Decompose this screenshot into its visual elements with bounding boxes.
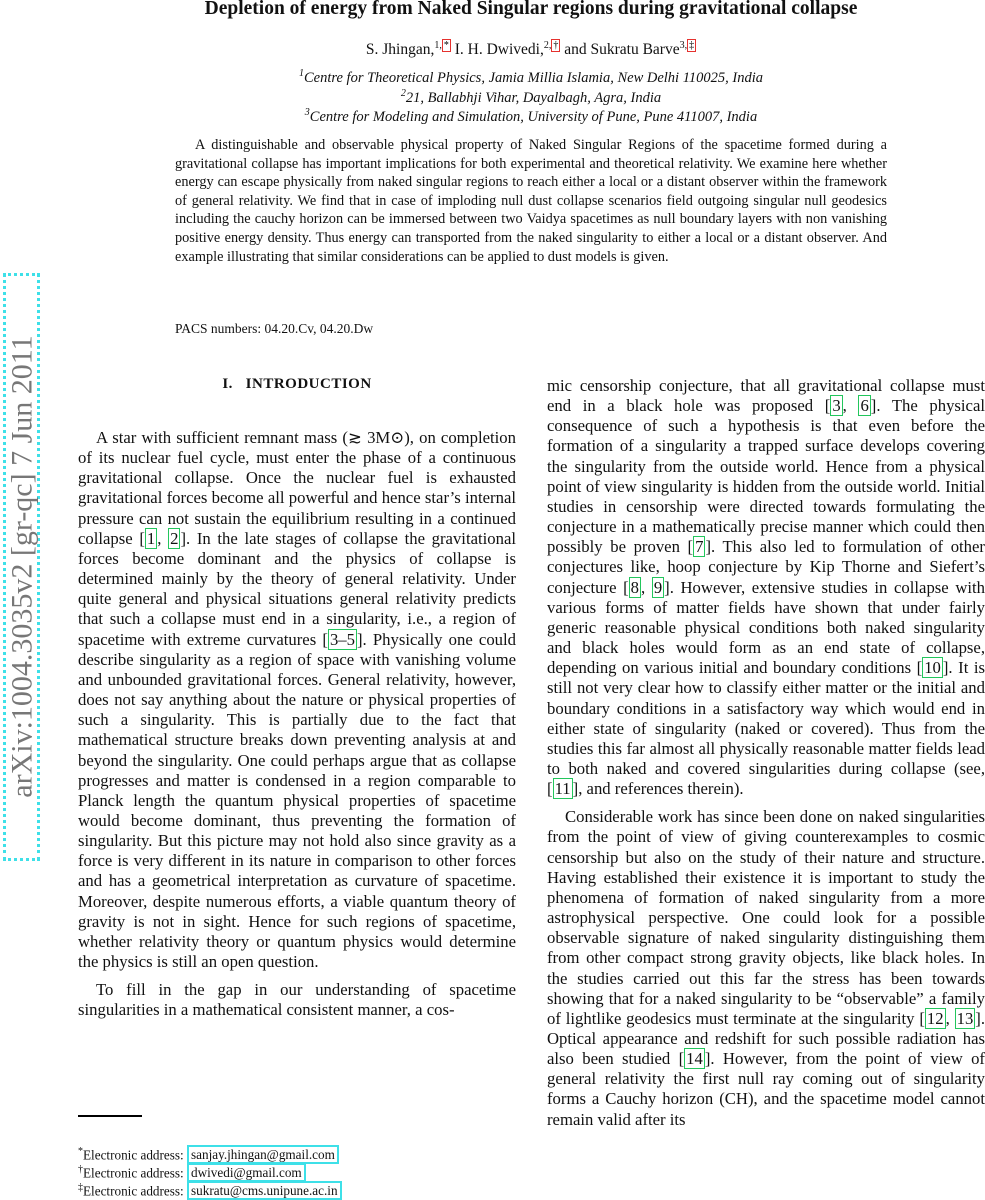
text-run: ,: [842, 396, 859, 416]
email-link-1[interactable]: sanjay.jhingan@gmail.com: [187, 1145, 339, 1164]
text-run: ]. However, extensive studies in collapse with various forms of matter fields have shown that under fairly generic reasonable physical conditions both naked singularity and black holes would form as an end state of collapse, depending on various initial and boundary conditions [: [547, 577, 985, 678]
author-1-footnote-link[interactable]: *: [443, 40, 449, 51]
author-list: S. Jhingan,$^{1,}$ * I. H. Dwivedi,$^{2,}$ † and Sukratu Barve$^{3,}$ ‡: [365, 40, 695, 59]
footnote-2: †Electronic address: dwivedi@gmail.com: [78, 1164, 306, 1181]
text-run: A star with sufficient remnant mass (≳ 3M⊙), on completion of its nuclear fuel cycle, must enter the phase of a continuous gravitational collapse. Once the nuclear fuel is exhausted gravitational forces become all powerful and hence star’s internal pressure can not sustain the equilibrium resulting in a continued collapse [: [78, 428, 516, 548]
text-run: ,: [157, 528, 169, 548]
footnote-3: ‡Electronic address: sukratu@cms.unipune.ac.in: [78, 1182, 342, 1199]
text-run: ]. Physically one could describe singularity as a region of space with vanishing volume and unbounded gravitational forces. General relativity, however, does not say anything about the nature or physical properties of such a singularity. This is partially due to the fact that mathematical structure breaks down preventing analysis at and beyond the singularity. One could perhaps argue that as collapse progresses and matter is condensed in a region comparable to Planck length the quantum physical properties of spacetime would become dominant, thus preventing the formation of singularity. But this picture may not hold also since gravity as a force is very different in its nature in comparison to other forces and has a geometrical interpretation as curvature of spacetime. Moreover, despite numerous efforts, a viable quantum theory of gravity is not in sight. Hence for such regions of spacetime, whether relativity theory or quantum physics would determine the physics is still an open question.: [78, 629, 516, 972]
pacs-numbers: PACS numbers: 04.20.Cv, 04.20.Dw: [175, 321, 374, 336]
text-run: ]. However, from the point of view of general relativity the first null ray coming out of singularity forms a Cauchy horizon (CH), and the spacetime model cannot remain valid after its: [547, 1049, 985, 1129]
citation-link[interactable]: 9: [653, 577, 663, 597]
citation-link[interactable]: 7: [695, 537, 704, 557]
paragraph: [547, 807, 985, 1130]
paper-title: Depletion of energy from Naked Singular regions during gravitational collapse: [204, 0, 858, 19]
citation-link[interactable]: 6: [860, 396, 869, 416]
citation-link[interactable]: 2: [170, 528, 179, 548]
text-run: ]. This also led to formulation of other conjectures like, hoop conjecture by Kip Thorne and Siefert’s conjecture [: [547, 537, 985, 597]
affiliation-1: $^1$Centre for Theoretical Physics, Jamia Millia Islamia, New Delhi 110025, India: [299, 68, 763, 86]
citation-link[interactable]: 3: [832, 396, 841, 416]
abstract: A distinguishable and observable physical property of Naked Singular Regions of the spacetime formed during a gravitational collapse has important implications for both experimental and theoretical relativity. We examine here whether energy can escape physically from naked singular regions to reach either a local or a distant observer within the framework of general relativity. We find that in case of imploding null dust collapse scenarios field outgoing singular null geodesics including the cauchy horizon can be immersed between two Vaidya spacetimes as null boundary layers with non vanishing positive energy density. Thus energy can transported from the naked singularity to either a local or a distant observer. And example illustrating that similar considerations can be applied to dust models is given.: [175, 137, 887, 265]
author-2: I. H. Dwivedi,$^{2,}$ †: [454, 40, 559, 59]
text-run: ], and references therein).: [572, 779, 744, 799]
citation-link[interactable]: 13: [956, 1008, 974, 1028]
left-column: [78, 428, 516, 1021]
paragraph: [547, 376, 985, 799]
citation-link[interactable]: 12: [926, 1008, 944, 1028]
text-run: mic censorship conjecture, that all gravitational collapse must end in a black hole was proposed [: [547, 376, 985, 416]
arxiv-identifier: arXiv:1004.3035v2 [gr-qc] 7 Jun 2011: [5, 335, 39, 798]
email-link-3[interactable]: sukratu@cms.unipune.ac.in: [187, 1181, 342, 1200]
author-1: S. Jhingan,$^{1,}$ *: [365, 40, 449, 59]
text-run: Considerable work has since been done on naked singularities from the point of view of giving counterexamples to cosmic censorship but also on the study of their nature and structure. Having established their existence it is important to study the phenomena of formation of naked singularity from a more astrophysical perspective. One could look for a possible observable signature of naked singularity distinguishing them from other compact strong gravity objects, like black holes. In the studies carried out this far the stress has been towards showing that for a naked singularity to be “observable” a family of lightlike geodesics must terminate at the singularity [: [547, 807, 985, 1028]
author-3-footnote-link[interactable]: ‡: [689, 40, 695, 51]
affiliation-2: $^2$21, Ballabhji Vihar, Dayalbagh, Agra, India: [400, 88, 662, 106]
affiliation-3: $^3$Centre for Modeling and Simulation, University of Pune, Pune 411007, India: [304, 107, 758, 125]
email-link-2[interactable]: dwivedi@gmail.com: [187, 1163, 306, 1182]
section-heading: I. INTRODUCTION: [222, 376, 372, 392]
author-2-footnote-link[interactable]: †: [553, 40, 559, 51]
citation-link[interactable]: 3–5: [329, 629, 355, 649]
footnote-rule: [78, 1115, 142, 1117]
citation-link[interactable]: 11: [554, 779, 571, 799]
paragraph: [78, 428, 516, 972]
citation-link[interactable]: 14: [686, 1049, 703, 1069]
text-run: ]. It is still not very clear how to classify either matter or the initial and boundary conditions in a satisfactory way which would end in either state of singularity (naked or covered). Thus from the studies this far almost all physically reasonable matter fields lead to both naked and covered singularities during collapse (see, [: [547, 658, 985, 799]
text-run: ]. The physical consequence of such a hypothesis is that even before the formation of a singularity a trapped surface develops covering the singularity from the outside world. Hence from a physical point of view singularity is hidden from the outside world. Initial studies in censorship were directed towards formulating the conjecture in a mathematically precise manner which could then possibly be proven [: [547, 396, 985, 557]
citation-link[interactable]: 10: [924, 658, 941, 678]
right-column: [547, 376, 985, 1130]
text-run: ]. Optical appearance and redshift for such possible radiation has also been studied [: [547, 1008, 985, 1069]
footnote-1: *Electronic address: sanjay.jhingan@gmail.com: [78, 1146, 339, 1163]
paragraph: [78, 980, 516, 1020]
author-3: Sukratu Barve$^{3,}$ ‡: [590, 40, 695, 59]
text-run: ,: [641, 577, 652, 597]
text-run: ]. In the late stages of collapse the gravitational forces become dominant and the physics of collapse is determined mainly by the theory of general relativity. Under quite general and physical situations general relativity predicts that such a collapse must end in a singularity, i.e., a region of spacetime with extreme curvatures [: [78, 528, 516, 649]
citation-link[interactable]: 8: [630, 577, 640, 597]
text-run: ,: [945, 1008, 955, 1028]
citation-link[interactable]: 1: [146, 528, 156, 548]
text-run: To fill in the gap in our understanding of spacetime singularities in a mathematical consistent manner, a cos-: [78, 980, 516, 1020]
